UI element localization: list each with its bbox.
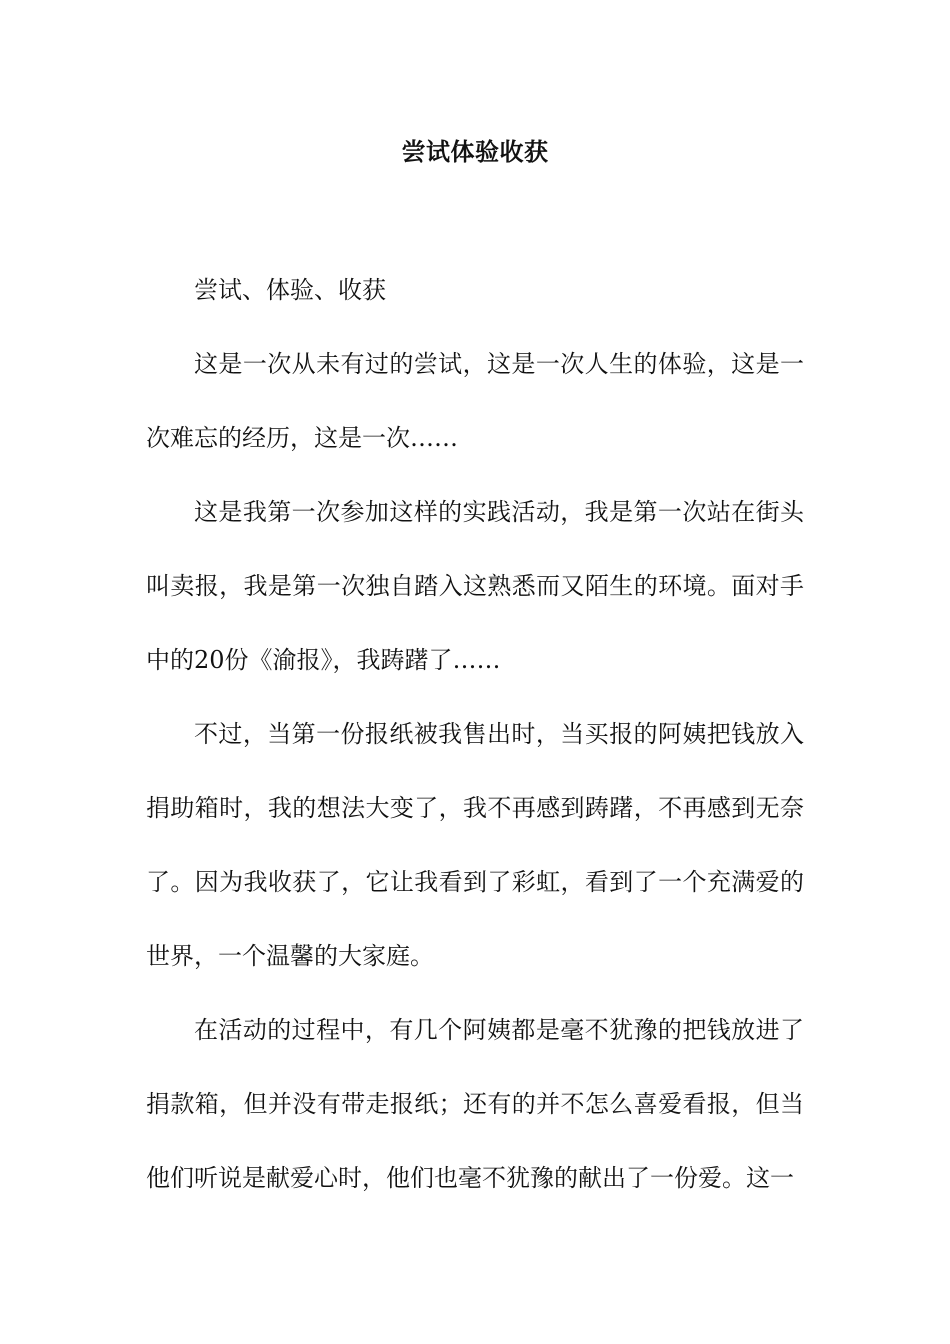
paragraph-4: 在活动的过程中，有几个阿姨都是毫不犹豫的把钱放进了捐款箱，但并没有带走报纸；还有的并不怎么喜爱看报，但当他们听说是献爱心时，他们也毫不犹豫的献出了一份爱。这一 [146,1016,804,1192]
document-title: 尝试体验收获 [401,137,549,166]
paragraph-3: 不过，当第一份报纸被我售出时，当买报的阿姨把钱放入捐助箱时，我的想法大变了，我不再感到踌躇，不再感到无奈了。因为我收获了，它让我看到了彩虹，看到了一个充满爱的世界，一个温馨的大家庭。 [146,720,804,970]
paragraph-2: 这是我第一次参加这样的实践活动，我是第一次站在街头叫卖报，我是第一次独自踏入这熟悉而又陌生的环境。面对手中的20份《渝报》，我踌躇了…… [146,498,804,674]
paragraph-1: 这是一次从未有过的尝试，这是一次人生的体验，这是一次难忘的经历，这是一次…… [146,350,804,452]
paragraph-heading: 尝试、体验、收获 [194,276,386,304]
document-body [146,253,804,1215]
